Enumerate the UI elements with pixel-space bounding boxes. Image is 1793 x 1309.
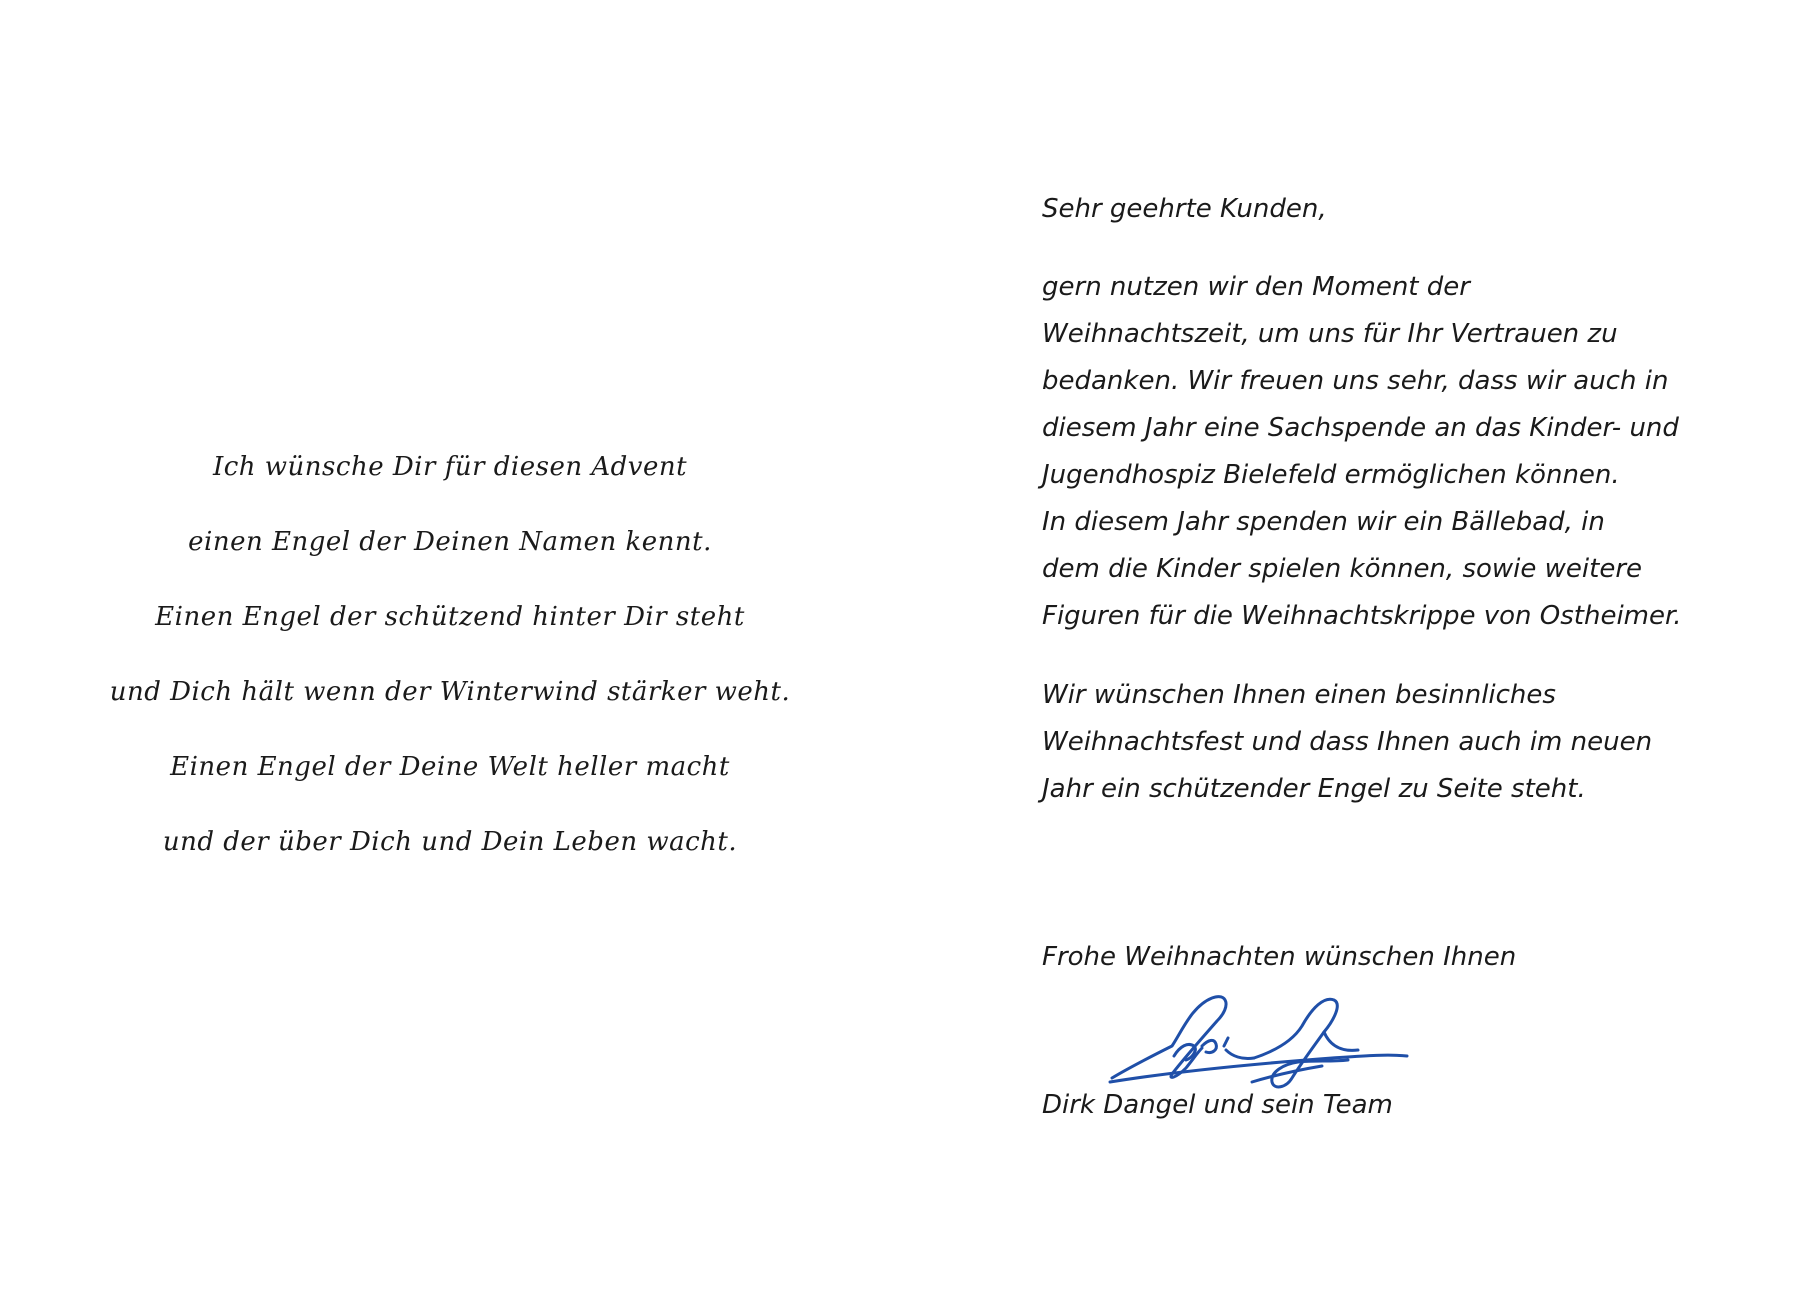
poem-line-1: Ich wünsche Dir für diesen Advent — [212, 452, 688, 482]
body-line-2: Weihnachtszeit, um uns für Ihr Vertrauen zu — [1042, 319, 1618, 349]
body-line-8: Figuren für die Weihnachtskrippe von Ostheimer. — [1042, 601, 1682, 631]
salutation: Sehr geehrte Kunden, — [1042, 194, 1327, 224]
body-line-4: diesem Jahr eine Sachspende an das Kinder- und — [1042, 413, 1679, 443]
poem-line-3: Einen Engel der schützend hinter Dir steht — [155, 602, 745, 632]
body-line-6: In diesem Jahr spenden wir ein Bällebad, in — [1042, 507, 1605, 537]
closing-line-2: Weihnachtsfest und dass Ihnen auch im neuen — [1042, 727, 1653, 757]
body-line-5: Jugendhospiz Bielefeld ermöglichen können. — [1042, 460, 1620, 490]
letter-closing-paragraph — [1042, 672, 1742, 813]
advent-poem — [60, 430, 840, 880]
signature-icon — [1102, 986, 1422, 1096]
greeting: Frohe Weihnachten wünschen Ihnen — [1042, 942, 1517, 972]
letter-body-paragraph — [1042, 264, 1742, 640]
poem-line-6: und der über Dich und Dein Leben wacht. — [162, 827, 738, 857]
signoff: Dirk Dangel und sein Team — [1042, 1090, 1393, 1120]
closing-line-3: Jahr ein schützender Engel zu Seite steht. — [1042, 774, 1586, 804]
closing-line-1: Wir wünschen Ihnen einen besinnliches — [1042, 680, 1556, 710]
body-line-1: gern nutzen wir den Moment der — [1042, 272, 1470, 302]
poem-line-4: und Dich hält wenn der Winterwind stärker weht. — [109, 677, 791, 707]
body-line-7: dem die Kinder spielen können, sowie weitere — [1042, 554, 1643, 584]
body-line-3: bedanken. Wir freuen uns sehr, dass wir auch in — [1042, 366, 1669, 396]
poem-line-5: Einen Engel der Deine Welt heller macht — [170, 752, 730, 782]
poem-line-2: einen Engel der Deinen Namen kennt. — [188, 527, 712, 557]
